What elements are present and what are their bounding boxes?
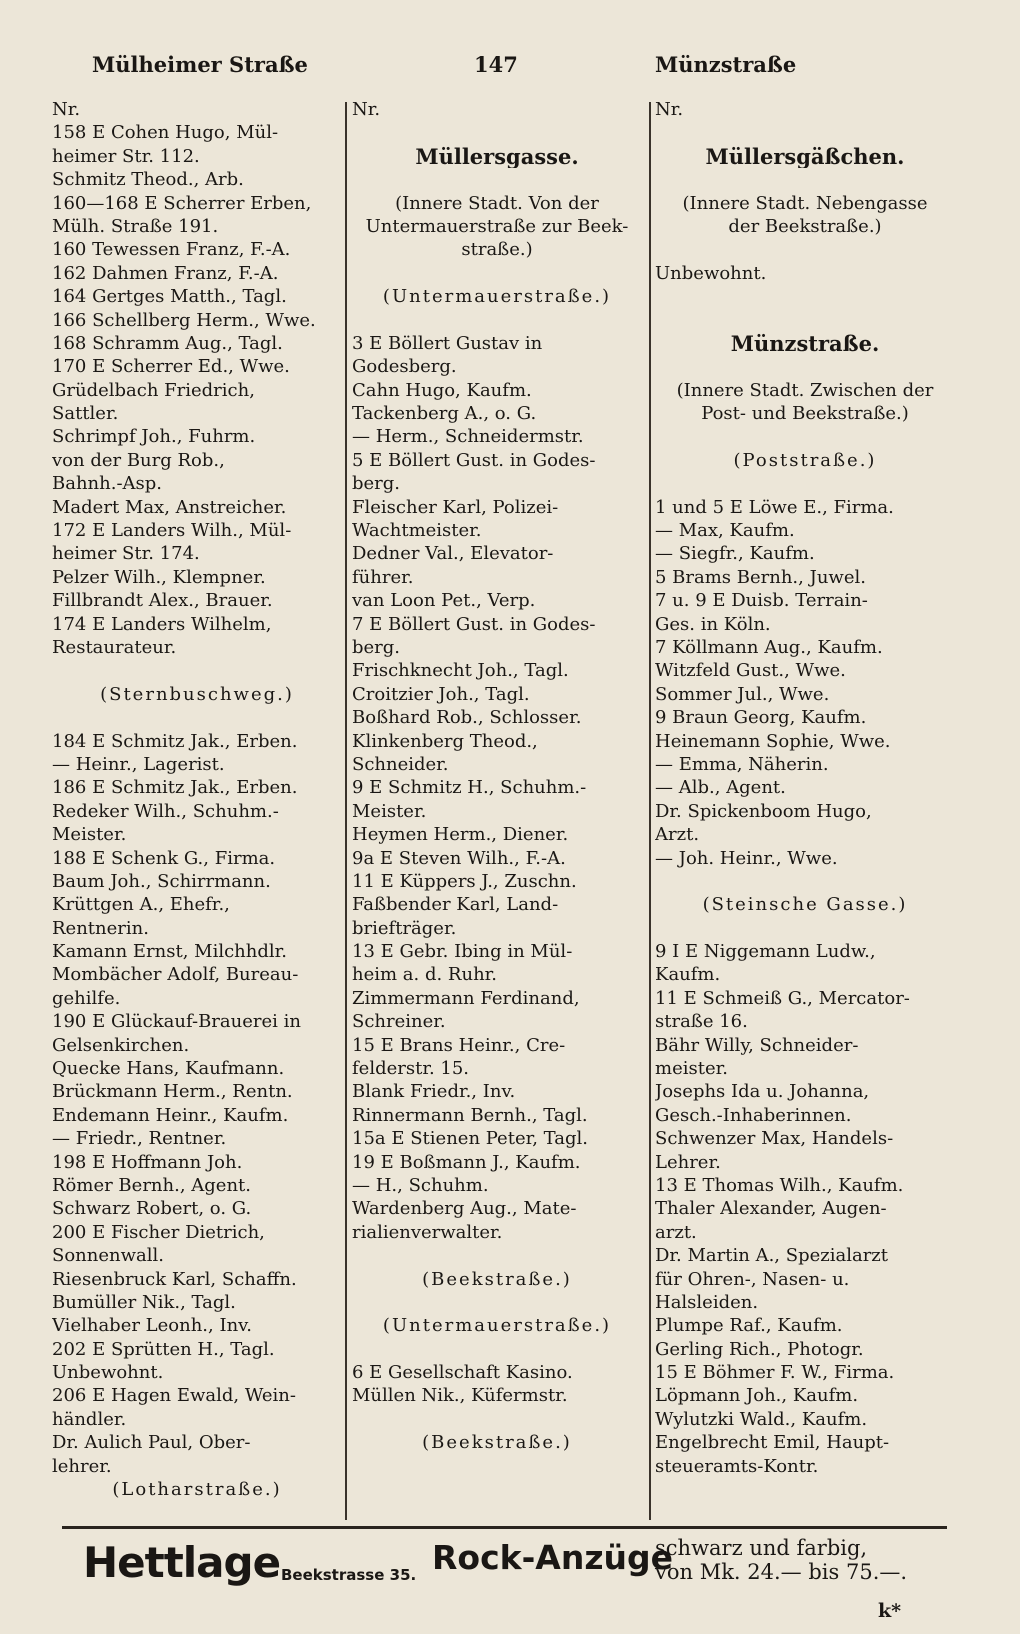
ad-description-line: von Mk. 24.— bis 75.—. [655,1560,908,1584]
directory-line: steueramts-Kontr. [655,1455,819,1477]
directory-line: führer. [352,566,414,588]
directory-line: Redeker Wilh., Schuhm.- [52,800,279,822]
directory-line: berg. [352,473,401,495]
directory-line: Grüdelbach Friedrich, [52,379,255,401]
directory-line: Heymen Herm., Diener. [352,824,569,846]
directory-line: 198 E Hoffmann Joh. [52,1151,243,1173]
directory-line: meister. [655,1058,728,1080]
blank-line [655,472,955,495]
directory-line: Ges. in Köln. [655,613,771,635]
directory-line: — Siegfr., Kaufm. [655,543,815,565]
directory-line: Kaufm. [655,964,721,986]
directory-line: Dedner Val., Elevator- [352,543,554,565]
directory-line: (Steinsche Gasse.) [702,894,908,916]
directory-line: Heinemann Sophie, Wwe. [655,730,891,752]
directory-line: Faßbender Karl, Land- [352,894,559,916]
ad-brand: Hettlage [83,1538,281,1587]
directory-line: 202 E Sprütten H., Tagl. [52,1338,275,1360]
directory-line: 9 I E Niggemann Ludw., [655,941,876,963]
ad-description-line: schwarz und farbig, [655,1536,868,1560]
directory-line: Restaurateur. [52,636,177,658]
directory-line: Müllersgasse. [415,144,579,169]
directory-line: arzt. [655,1221,697,1243]
directory-line: Godesberg. [352,356,457,378]
column-right [655,98,955,1478]
directory-line: Zimmermann Ferdinand, [352,987,580,1009]
header-left-street: Mülheimer Straße [92,52,308,77]
directory-line: — Max, Kaufm. [655,520,795,542]
directory-line: 172 E Landers Wilh., Mül- [52,520,292,542]
directory-line: 7 u. 9 E Duisb. Terrain- [655,590,868,612]
column-left [52,98,342,1501]
directory-line: (Sternbuschweg.) [100,683,294,705]
directory-line: Gesch.-Inhaberinnen. [655,1104,852,1126]
directory-line: 174 E Landers Wilhelm, [52,613,272,635]
directory-line: Rinnermann Bernh., Tagl. [352,1104,588,1126]
directory-line: 188 E Schenk G., Firma. [52,847,276,869]
directory-line: Arzt. [655,824,700,846]
directory-line: Gerling Rich., Photogr. [655,1338,864,1360]
directory-line: 9a E Steven Wilh., F.-A. [352,847,566,869]
directory-line: rialienverwalter. [352,1221,503,1243]
directory-line: Halsleiden. [655,1291,759,1313]
advert-divider [62,1526,947,1529]
directory-line: (Untermauerstraße.) [382,286,612,308]
column-divider [345,102,347,1520]
blank-line [655,238,955,261]
directory-line: (Poststraße.) [733,449,877,471]
directory-line: 170 E Scherrer Ed., Wwe. [52,356,290,378]
directory-line: Sommer Jul., Wwe. [655,683,830,705]
blank-line [352,1408,642,1431]
directory-line: Mülh. Straße 191. [52,215,219,237]
directory-line: 184 E Schmitz Jak., Erben. [52,730,298,752]
blank-line [352,1244,642,1267]
directory-line: van Loon Pet., Verp. [352,590,536,612]
directory-line: Baum Joh., Schirrmann. [52,870,271,892]
directory-line: lehrer. [52,1455,112,1477]
directory-line: heimer Str. 112. [52,145,200,167]
directory-line: Kamann Ernst, Milchhdlr. [52,941,287,963]
directory-line: Nr. [655,99,684,120]
directory-line: Plumpe Raf., Kaufm. [655,1315,843,1337]
directory-line: Engelbrecht Emil, Haupt- [655,1432,890,1454]
blank-line [352,1291,642,1314]
directory-line: Post- und Beekstraße.) [701,403,909,425]
directory-line: — H., Schuhm. [352,1174,489,1196]
directory-line: straße 16. [655,1011,748,1033]
directory-line: Bumüller Nik., Tagl. [52,1291,236,1313]
directory-line: 15a E Stienen Peter, Tagl. [352,1128,589,1150]
blank-line [655,168,955,191]
directory-line: Bähr Willy, Schneider- [655,1034,859,1056]
directory-line: 162 Dahmen Franz, F.-A. [52,262,279,284]
advertisement [0,1532,1020,1602]
blank-line [352,1338,642,1361]
directory-line: Krüttgen A., Ehefr., [52,894,230,916]
directory-line: (Innere Stadt. Zwischen der [676,379,934,401]
directory-line: 9 E Schmitz H., Schuhm.- [352,777,587,799]
directory-line: 11 E Schmeiß G., Mercator- [655,987,910,1009]
column-middle [352,98,642,1455]
blank-line [655,425,955,448]
directory-line: (Beekstraße.) [422,1432,572,1454]
directory-line: Frischknecht Joh., Tagl. [352,660,569,682]
directory-line: 9 Braun Georg, Kaufm. [655,707,867,729]
blank-line [52,659,342,682]
ad-address: Beekstrasse 35. [281,1566,417,1584]
directory-line: Fleischer Karl, Polizei- [352,496,559,518]
directory-line: — Heinr., Lagerist. [52,753,225,775]
directory-line: Dr. Aulich Paul, Ober- [52,1432,251,1454]
blank-line [655,355,955,378]
directory-line: Wachtmeister. [352,520,482,542]
directory-line: der Beekstraße.) [728,215,882,237]
blank-line [352,121,642,144]
directory-line: händler. [52,1408,127,1430]
blank-line [655,121,955,144]
blank-line [655,285,955,308]
directory-line: Schwenzer Max, Handels- [655,1128,894,1150]
directory-line: 158 E Cohen Hugo, Mül- [52,122,279,144]
directory-line: berg. [352,636,401,658]
directory-line: Rentnerin. [52,917,149,939]
directory-line: 5 E Böllert Gust. in Godes- [352,449,596,471]
directory-line: 15 E Brans Heinr., Cre- [352,1034,566,1056]
directory-line: Schrimpf Joh., Fuhrm. [52,426,256,448]
directory-line: 13 E Gebr. Ibing in Mül- [352,941,573,963]
directory-line: briefträger. [352,917,457,939]
directory-line: 6 E Gesellschaft Kasino. [352,1362,573,1384]
directory-line: für Ohren-, Nasen- u. [655,1268,850,1290]
directory-line: Dr. Spickenboom Hugo, [655,800,872,822]
directory-line: 164 Gertges Matth., Tagl. [52,286,287,308]
directory-line: (Innere Stadt. Nebengasse [682,192,928,214]
directory-line: Meister. [52,824,127,846]
directory-line: felderstr. 15. [352,1058,470,1080]
directory-line: Pelzer Wilh., Klempner. [52,566,266,588]
directory-line: — Alb., Agent. [655,777,786,799]
directory-line: — Friedr., Rentner. [52,1128,227,1150]
directory-line: — Herm., Schneidermstr. [352,426,584,448]
directory-line: Gelsenkirchen. [52,1034,190,1056]
directory-line: Thaler Alexander, Augen- [655,1198,887,1220]
page-header [0,52,1020,86]
directory-line: Löpmann Joh., Kaufm. [655,1385,859,1407]
directory-line: Endemann Heinr., Kaufm. [52,1104,289,1126]
directory-line: 190 E Glückauf-Brauerei in [52,1011,301,1033]
directory-line: 13 E Thomas Wilh., Kaufm. [655,1174,904,1196]
directory-line: straße.) [461,239,533,261]
directory-line: 200 E Fischer Dietrich, [52,1221,265,1243]
directory-line: heim a. d. Ruhr. [352,964,498,986]
directory-line: Tackenberg A., o. G. [352,403,537,425]
directory-line: Münzstraße. [730,331,880,356]
directory-line: Nr. [352,99,381,120]
directory-line: Riesenbruck Karl, Schaffn. [52,1268,297,1290]
directory-line: Blank Friedr., Inv. [352,1081,516,1103]
directory-line: Klinkenberg Theod., [352,730,538,752]
directory-line: Unbewohnt. [52,1362,164,1384]
directory-line: Schreiner. [352,1011,446,1033]
blank-line [655,917,955,940]
directory-line: Unbewohnt. [655,262,767,284]
directory-line: (Untermauerstraße.) [382,1315,612,1337]
directory-line: — Emma, Näherin. [655,753,829,775]
directory-line: 3 E Böllert Gustav in [352,332,543,354]
directory-line: — Joh. Heinr., Wwe. [655,847,838,869]
blank-line [352,309,642,332]
directory-line: 206 E Hagen Ewald, Wein- [52,1385,296,1407]
directory-line: gehilfe. [52,987,121,1009]
directory-line: Meister. [352,800,427,822]
directory-line: Boßhard Rob., Schlosser. [352,707,582,729]
directory-line: (Innere Stadt. Von der [395,192,599,214]
directory-line: Brückmann Herm., Rentn. [52,1081,293,1103]
directory-line: Sattler. [52,403,119,425]
directory-line: 160 Tewessen Franz, F.-A. [52,239,291,261]
directory-line: 15 E Böhmer F. W., Firma. [655,1362,895,1384]
directory-line: 7 E Böllert Gust. in Godes- [352,613,596,635]
directory-line: Schmitz Theod., Arb. [52,169,244,191]
directory-line: Schneider. [352,753,449,775]
print-signature: k* [878,1600,902,1622]
directory-line: 11 E Küppers J., Zuschn. [352,870,577,892]
directory-line: Fillbrandt Alex., Brauer. [52,590,273,612]
directory-line: (Beekstraße.) [422,1268,572,1290]
directory-line: Bahnh.-Asp. [52,473,163,495]
directory-line: Schwarz Robert, o. G. [52,1198,252,1220]
directory-line: 1 und 5 E Löwe E., Firma. [655,496,894,518]
directory-line: Nr. [52,99,81,120]
directory-line: Lehrer. [655,1151,721,1173]
directory-line: heimer Str. 174. [52,543,200,565]
directory-line: 19 E Boßmann J., Kaufm. [352,1151,581,1173]
directory-line: Untermauerstraße zur Beek- [365,215,629,237]
blank-line [352,168,642,191]
directory-line: Cahn Hugo, Kaufm. [352,379,532,401]
directory-line: Mombächer Adolf, Bureau- [52,964,299,986]
directory-line: 7 Köllmann Aug., Kaufm. [655,636,883,658]
directory-line: Dr. Martin A., Spezialarzt [655,1245,889,1267]
directory-line: Römer Bernh., Agent. [52,1174,251,1196]
directory-line: Quecke Hans, Kaufmann. [52,1058,285,1080]
directory-line: Wardenberg Aug., Mate- [352,1198,577,1220]
column-divider [649,102,651,1520]
directory-line: Croitzier Joh., Tagl. [352,683,530,705]
directory-line: 186 E Schmitz Jak., Erben. [52,777,298,799]
header-right-street: Münzstraße [655,52,797,77]
directory-line: Josephs Ida u. Johanna, [655,1081,870,1103]
directory-line: (Lotharstraße.) [112,1479,282,1501]
page-number: 147 [474,52,518,77]
ad-product: Rock-Anzüge [432,1538,674,1577]
blank-line [655,870,955,893]
blank-line [52,706,342,729]
directory-line: 160—168 E Scherrer Erben, [52,192,312,214]
directory-line: Witzfeld Gust., Wwe. [655,660,846,682]
directory-line: Wylutzki Wald., Kaufm. [655,1408,868,1430]
directory-line: Madert Max, Anstreicher. [52,496,287,518]
directory-line: 166 Schellberg Herm., Wwe. [52,309,316,331]
directory-line: Müllen Nik., Küfermstr. [352,1385,568,1407]
directory-line: 5 Brams Bernh., Juwel. [655,566,866,588]
directory-line: Sonnenwall. [52,1245,164,1267]
directory-line: von der Burg Rob., [52,449,225,471]
directory-line: Vielhaber Leonh., Inv. [52,1315,252,1337]
blank-line [352,262,642,285]
blank-line [655,309,955,332]
directory-line: Müllersgäßchen. [705,144,905,169]
directory-line: 168 Schramm Aug., Tagl. [52,332,283,354]
